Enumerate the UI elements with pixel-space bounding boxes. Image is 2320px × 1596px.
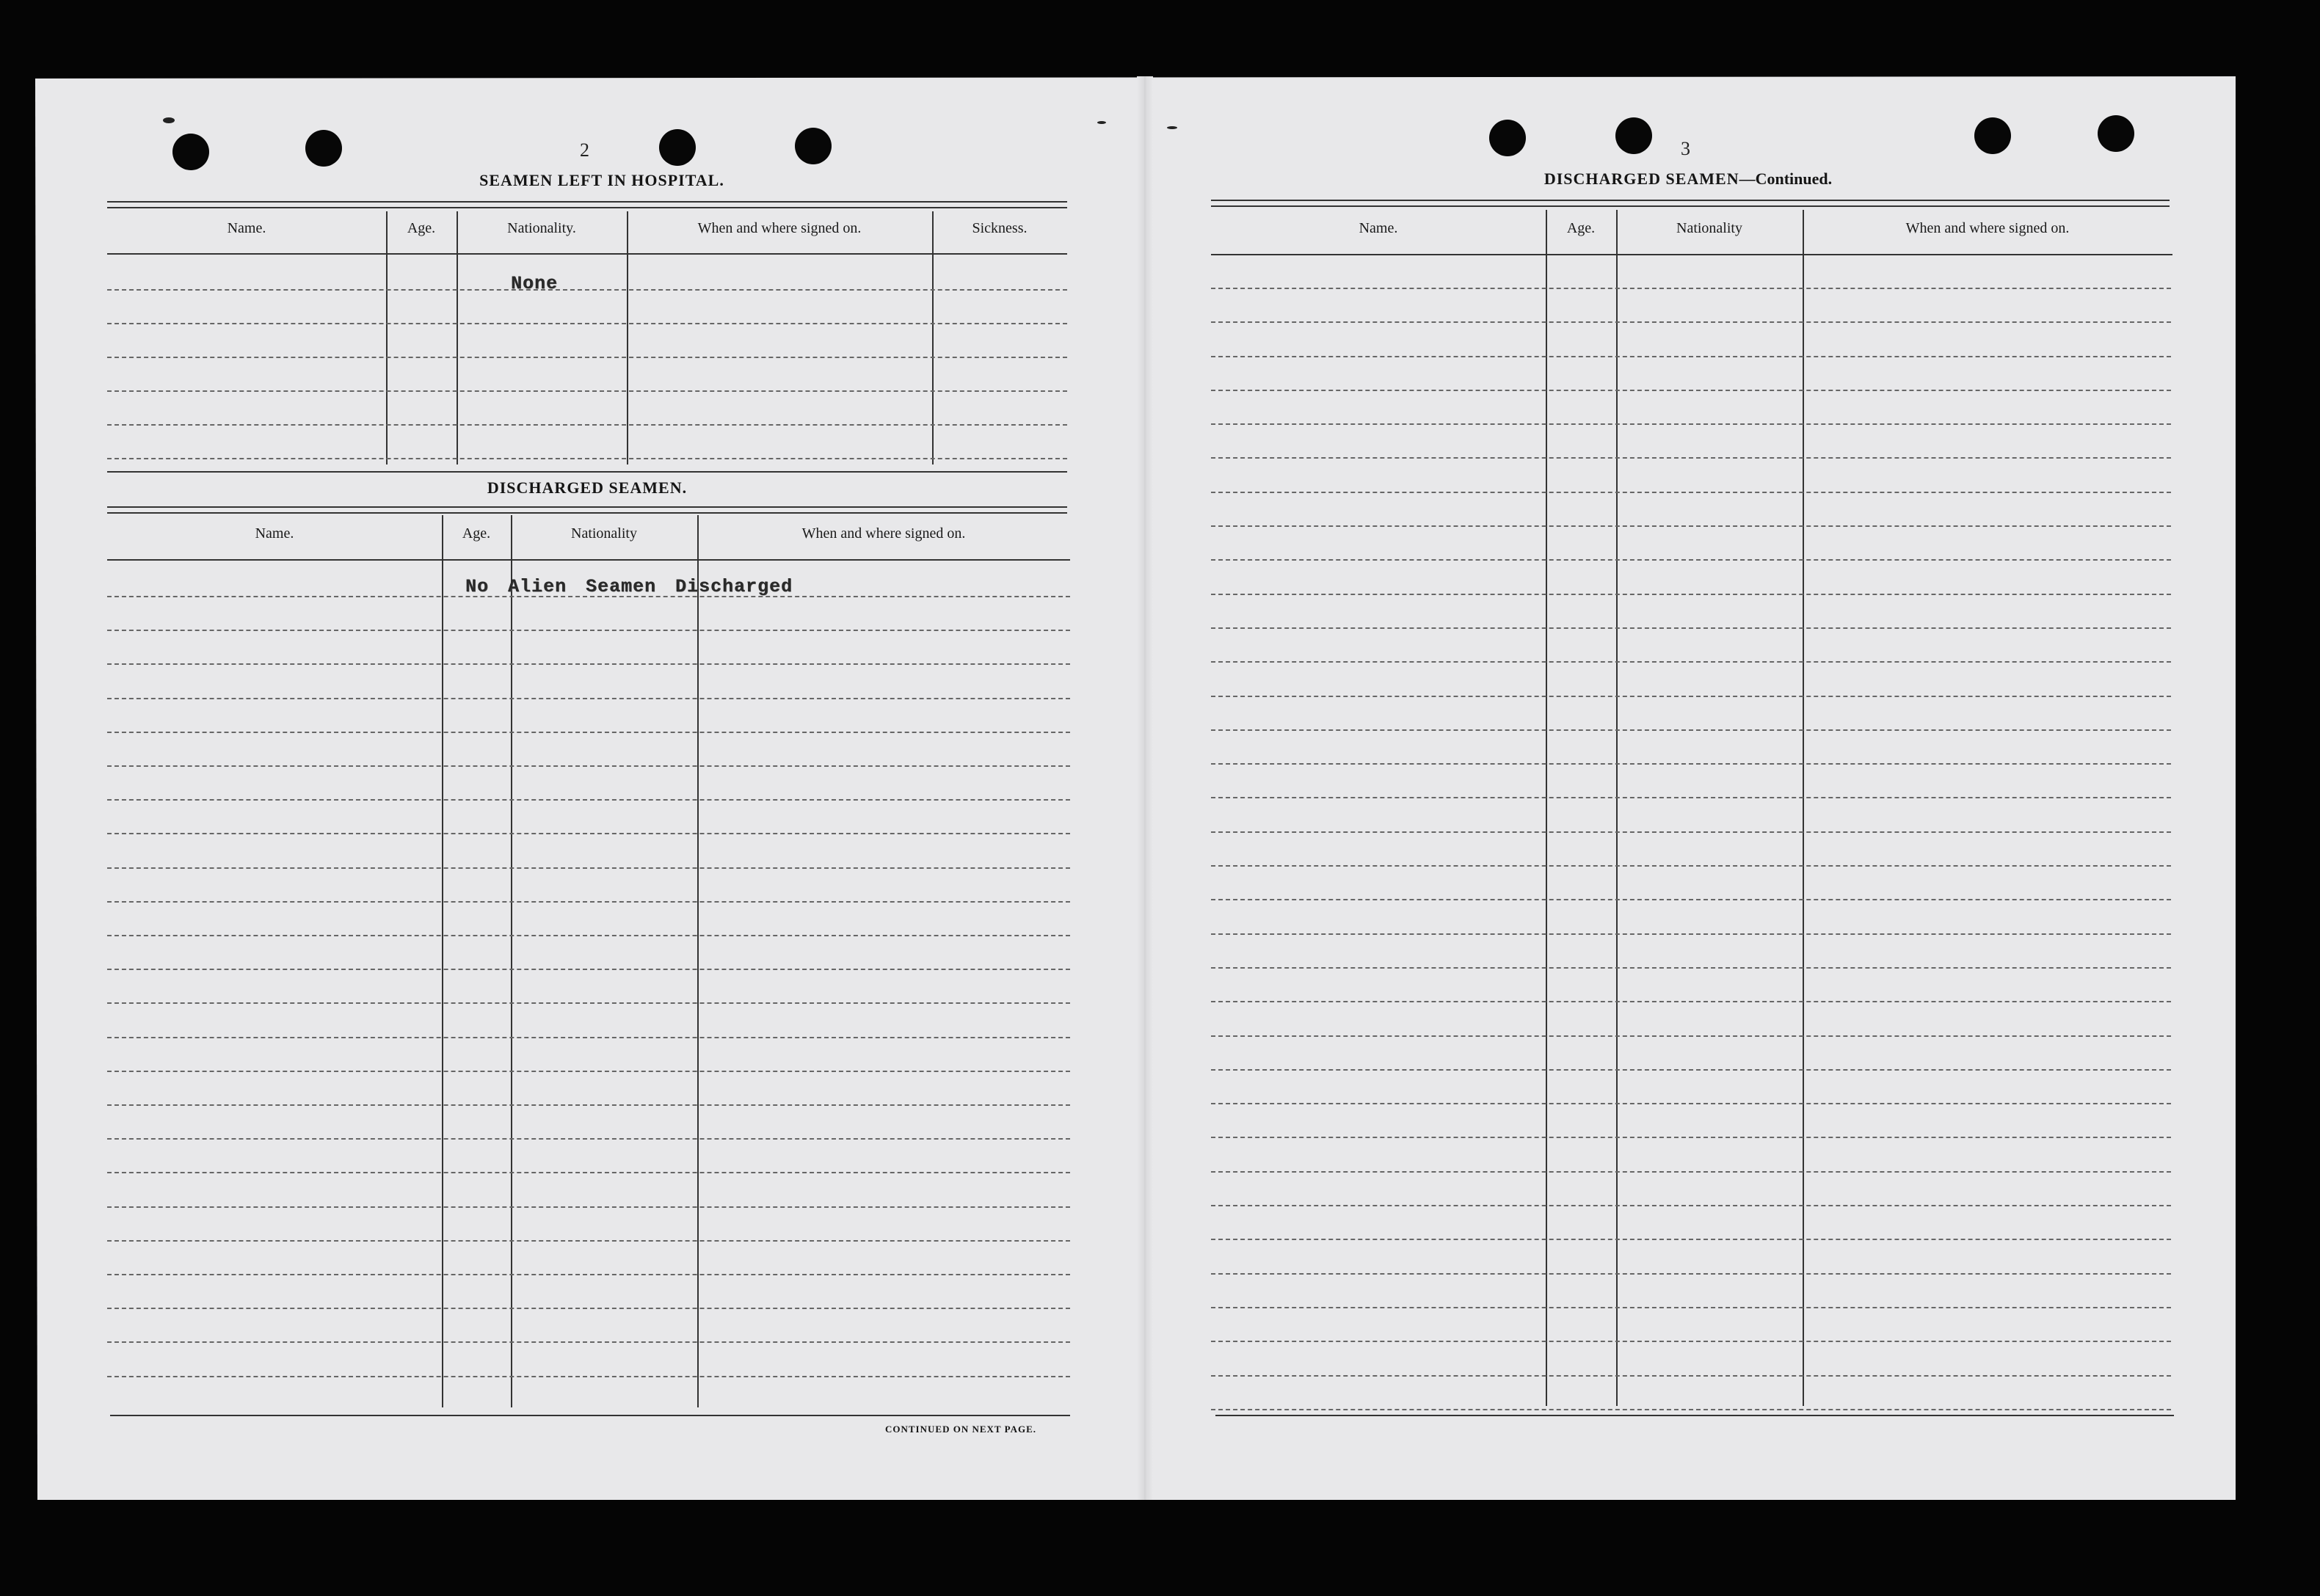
entry-line bbox=[107, 1206, 1070, 1208]
entry-line bbox=[1211, 831, 2171, 833]
entry-line bbox=[1211, 696, 2171, 697]
entry-line bbox=[1211, 1001, 2171, 1002]
entry-line bbox=[107, 289, 1067, 291]
entry-line bbox=[1211, 1409, 2171, 1410]
entry-line bbox=[107, 1240, 1070, 1242]
entry-line bbox=[1211, 1273, 2171, 1275]
entry-line bbox=[107, 1172, 1070, 1173]
discharged-header-rule bbox=[107, 559, 1070, 561]
punch-hole bbox=[1615, 117, 1652, 154]
entry-line bbox=[1211, 967, 2171, 969]
punch-hole bbox=[172, 134, 209, 170]
entry-line bbox=[1211, 492, 2171, 493]
hospital-col-divider bbox=[457, 211, 458, 464]
entry-line bbox=[1211, 390, 2171, 391]
right-bottom-rule bbox=[1215, 1415, 2174, 1416]
continued-title-text: DISCHARGED SEAMEN bbox=[1543, 170, 1739, 188]
entry-line bbox=[1211, 1069, 2171, 1071]
entry-line bbox=[1211, 661, 2171, 663]
entry-line bbox=[107, 765, 1070, 767]
entry-line bbox=[1211, 1375, 2171, 1377]
entry-line bbox=[1211, 525, 2171, 527]
discharged-typed-entry: No Alien Seamen Discharged bbox=[465, 576, 793, 597]
hospital-col-divider bbox=[932, 211, 934, 464]
discharged-col-name: Name. bbox=[255, 525, 294, 542]
entry-line bbox=[107, 867, 1070, 869]
entry-line bbox=[107, 458, 1067, 459]
entry-line bbox=[107, 424, 1067, 426]
entry-line bbox=[107, 1274, 1070, 1275]
discharged-section-title: DISCHARGED SEAMEN. bbox=[487, 478, 688, 497]
discharged-col-age: Age. bbox=[462, 525, 491, 542]
punch-hole bbox=[795, 128, 832, 164]
right-col-signed-on: When and where signed on. bbox=[1905, 220, 2070, 236]
entry-line bbox=[107, 969, 1070, 970]
entry-line bbox=[1211, 899, 2171, 900]
entry-line bbox=[1211, 594, 2171, 595]
entry-line bbox=[1211, 1341, 2171, 1342]
entry-line bbox=[1211, 288, 2171, 289]
entry-line bbox=[1211, 1137, 2171, 1138]
hospital-col-name: Name. bbox=[227, 220, 266, 236]
entry-line bbox=[107, 1002, 1070, 1004]
discharged-section-rule bbox=[107, 471, 1067, 473]
entry-line bbox=[107, 732, 1070, 733]
entry-line bbox=[107, 390, 1067, 392]
entry-line bbox=[107, 1376, 1070, 1377]
hospital-typed-entry: None bbox=[511, 273, 559, 294]
page-number: 3 bbox=[1681, 138, 1690, 159]
hospital-header-rule bbox=[107, 253, 1067, 255]
entry-line bbox=[1211, 933, 2171, 935]
punch-hole bbox=[1974, 117, 2011, 154]
entry-line bbox=[1211, 1239, 2171, 1240]
entry-line bbox=[1211, 1171, 2171, 1173]
entry-line bbox=[1211, 321, 2171, 323]
hospital-col-age: Age. bbox=[407, 220, 436, 236]
entry-line bbox=[107, 663, 1070, 665]
entry-line bbox=[1211, 1103, 2171, 1104]
discharged-top-rule bbox=[107, 506, 1067, 514]
continued-title-suffix: —Continued. bbox=[1739, 170, 1833, 188]
discharged-col-nationality: Nationality bbox=[571, 525, 637, 542]
hospital-section-title: SEAMEN LEFT IN HOSPITAL. bbox=[479, 171, 724, 189]
discharged-col-signed-on: When and where signed on. bbox=[801, 525, 966, 542]
right-top-rule bbox=[1211, 200, 2170, 207]
page-fold bbox=[1137, 76, 1153, 1500]
entry-line bbox=[1211, 797, 2171, 798]
entry-line bbox=[1211, 356, 2171, 357]
page-number: 2 bbox=[580, 139, 589, 161]
hospital-col-divider bbox=[386, 211, 388, 464]
entry-line bbox=[107, 1341, 1070, 1343]
entry-line bbox=[1211, 1035, 2171, 1037]
entry-line bbox=[107, 323, 1067, 324]
hospital-col-sickness: Sickness. bbox=[972, 220, 1028, 236]
hospital-col-signed-on: When and where signed on. bbox=[697, 220, 862, 236]
entry-line bbox=[1211, 627, 2171, 629]
punch-hole bbox=[1489, 120, 1526, 156]
hospital-col-divider bbox=[627, 211, 628, 464]
punch-hole bbox=[305, 130, 342, 167]
entry-line bbox=[1211, 457, 2171, 459]
entry-line bbox=[1211, 1307, 2171, 1308]
entry-line bbox=[107, 833, 1070, 834]
entry-line bbox=[107, 357, 1067, 358]
entry-line bbox=[107, 1071, 1070, 1072]
entry-line bbox=[107, 901, 1070, 903]
entry-line bbox=[107, 1138, 1070, 1140]
left-bottom-rule bbox=[110, 1415, 1070, 1416]
punch-hole bbox=[659, 129, 696, 166]
right-col-age: Age. bbox=[1566, 220, 1596, 236]
hospital-top-rule bbox=[107, 201, 1067, 208]
ink-speck bbox=[1097, 121, 1106, 124]
entry-line bbox=[107, 1037, 1070, 1038]
entry-line bbox=[107, 630, 1070, 631]
right-header-rule bbox=[1211, 254, 2172, 255]
right-col-name: Name. bbox=[1359, 220, 1398, 236]
continued-section-title bbox=[1497, 170, 1879, 189]
entry-line bbox=[1211, 1205, 2171, 1206]
right-col-nationality: Nationality bbox=[1676, 220, 1742, 236]
entry-line bbox=[1211, 423, 2171, 425]
punch-hole bbox=[2098, 115, 2134, 152]
ink-speck bbox=[1167, 126, 1177, 129]
hospital-col-nationality: Nationality. bbox=[507, 220, 576, 236]
entry-line bbox=[1211, 763, 2171, 765]
ink-speck bbox=[163, 117, 175, 123]
entry-line bbox=[1211, 865, 2171, 867]
entry-line bbox=[107, 1104, 1070, 1106]
entry-line bbox=[107, 1308, 1070, 1309]
entry-line bbox=[1211, 559, 2171, 561]
entry-line bbox=[107, 698, 1070, 699]
entry-line bbox=[107, 935, 1070, 936]
continued-note: CONTINUED ON NEXT PAGE. bbox=[885, 1424, 1036, 1435]
entry-line bbox=[107, 799, 1070, 801]
entry-line bbox=[1211, 729, 2171, 731]
